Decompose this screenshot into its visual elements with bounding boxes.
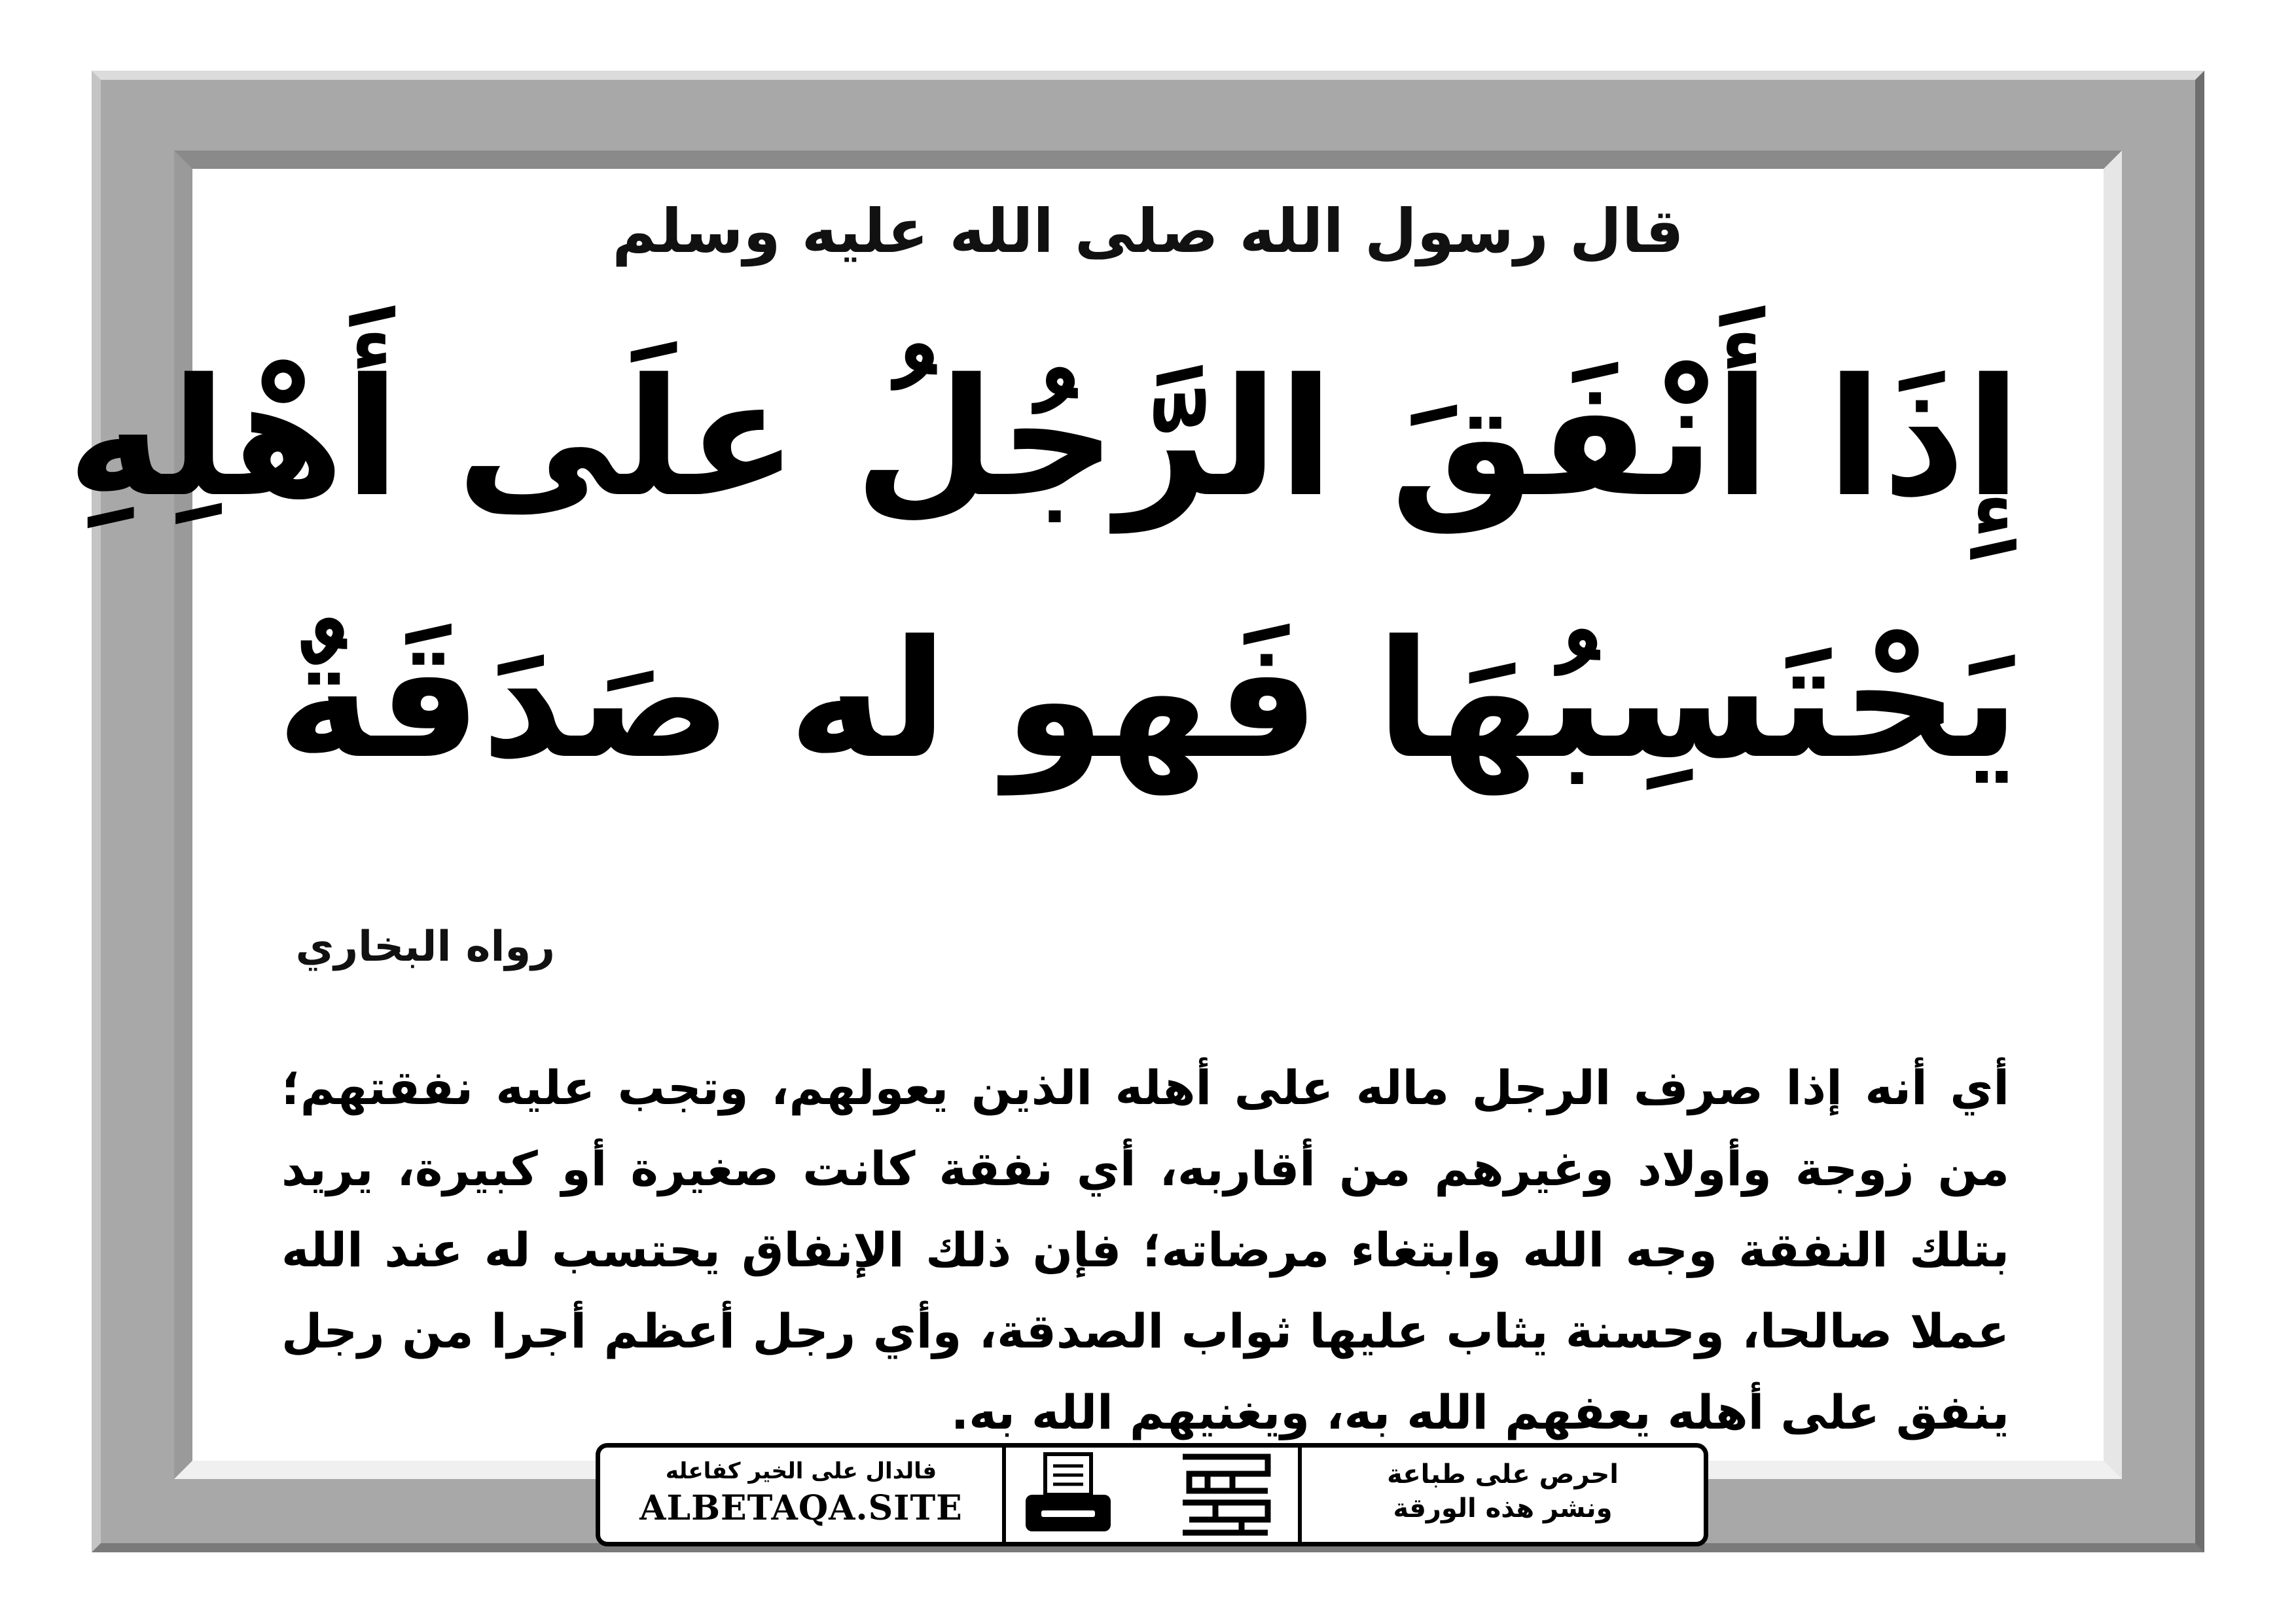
footer-print-line-1: احرص على طباعة: [1387, 1459, 1619, 1489]
kufic-logo-icon: [1176, 1450, 1274, 1539]
footer-print-line-2: ونشر هذه الورقة: [1393, 1493, 1613, 1524]
explanation-paragraph: أي أنه إذا صرف الرجل ماله على أهله الذين يعولهم، وتجب عليه نفقتهم؛ من زوجة وأولاد وغيرهم من أقاربه، أي نفقة كانت صغيرة أو كبيرة، يريد بتلك النفقة وجه الله وابتغاء مرضاته؛ فإن ذلك الإنفاق يحتسب له عند الله عملا صالحا، وحسنة يثاب عليها ثواب الصدقة، وأي رجل أعظم أجرا من رجل ينفق على أهله يعفهم الله به، ويغنيهم الله به.: [281, 1060, 2009, 1440]
footer-tagline: فالدال على الخير كفاعله: [665, 1458, 937, 1484]
printer-icon: [1013, 1448, 1124, 1542]
heading: قال رسول الله صلى الله عليه وسلم: [612, 196, 1684, 266]
hadith-line-2: يَحْتَسِبُهَا فَهو له صَدَقَةٌ: [276, 606, 2020, 794]
footer-banner: [596, 1443, 1708, 1546]
footer-print-note: [1298, 1448, 1704, 1542]
footer-site-link[interactable]: ALBETAQA.SITE: [639, 1488, 963, 1528]
hadith-text: [67, 308, 2021, 831]
narrator-attribution: رواه البخاري: [295, 923, 555, 971]
hadith-line-1: إِذَا أَنْفَقَ الرَّجُلُ علَى أَهْلِهِ: [67, 344, 2021, 533]
footer-site-box: [600, 1448, 1006, 1542]
